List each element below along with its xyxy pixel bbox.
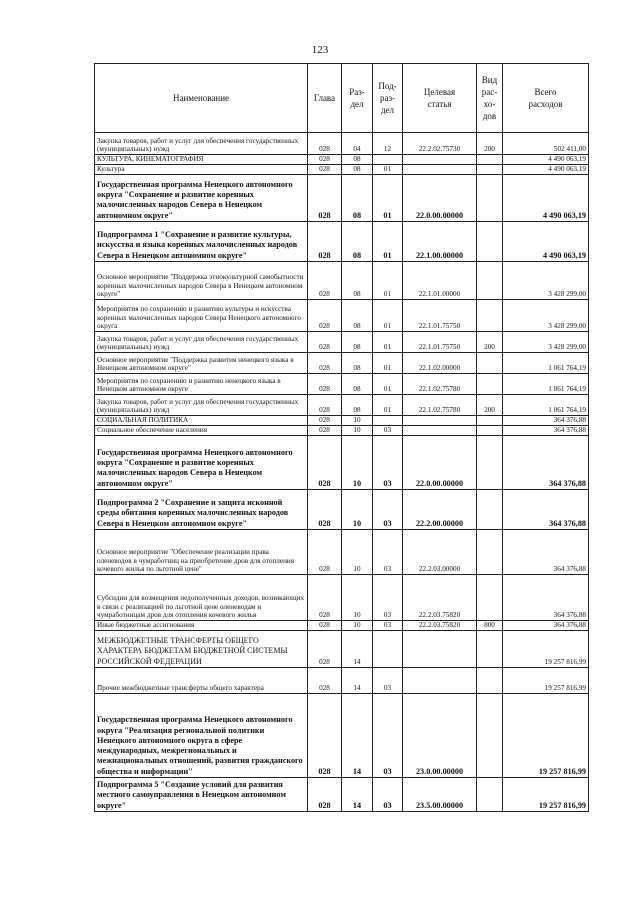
row-razdel-cell: 08 — [342, 175, 373, 222]
row-razdel-cell: 08 — [342, 222, 373, 262]
row-glava-cell: 028 — [308, 155, 342, 165]
row-name-cell: Основное мероприятие "Поддержка этнокультурной самобытности коренных малочисленных народов Севера в Ненецком автономном округе" — [95, 262, 308, 300]
row-name-cell: Мероприятия по сохранению и развитию ненецкого языка в Ненецком автономном округе — [95, 374, 308, 395]
row-name-cell: Закупка товаров, работ и услуг для обеспечения государственных (муниципальных) нужд — [95, 133, 308, 155]
row-glava-cell: 028 — [308, 395, 342, 416]
row-name-cell: Субсидии для возмещения недополученных доходов, возникающих в связи с реализацией по льготной цене оленеводам и чумработницам дров для отопления кочевого жилья — [95, 575, 308, 621]
header-name: Наименование — [95, 64, 308, 133]
row-razdel-cell: 08 — [342, 262, 373, 300]
table-row — [95, 416, 589, 426]
row-glava-cell: 028 — [308, 668, 342, 694]
row-celevaya-cell — [403, 416, 477, 426]
row-razdel-cell: 14 — [342, 631, 373, 668]
row-glava-cell: 028 — [308, 262, 342, 300]
row-razdel-cell: 10 — [342, 575, 373, 621]
row-name-cell: Социальное обеспечение населения — [95, 426, 308, 436]
row-podrazdel-cell: 01 — [373, 353, 403, 374]
row-name-cell: Иные бюджетные ассигнования — [95, 621, 308, 631]
row-name-cell: Государственная программа Ненецкого автономного округа "Реализация региональной политики Ненецкого автономного округа в сфере международных, межрегиональных и межнациональных отношений, развития гражданского общества и информации" — [95, 694, 308, 778]
table-row — [95, 426, 589, 436]
row-glava-cell: 028 — [308, 631, 342, 668]
row-celevaya-cell: 22.1.01.75750 — [403, 332, 477, 353]
row-podrazdel-cell: 03 — [373, 530, 403, 575]
row-total-cell: 364 376,88 — [503, 530, 589, 575]
budget-table — [94, 63, 589, 812]
row-razdel-cell: 10 — [342, 416, 373, 426]
row-podrazdel-cell: 01 — [373, 300, 403, 332]
row-name-cell: Подпрограмма 5 "Создание условий для развития местного самоуправления в Ненецком автономном округе" — [95, 778, 308, 812]
row-vid-cell — [477, 778, 503, 812]
row-glava-cell: 028 — [308, 175, 342, 222]
row-podrazdel-cell: 01 — [373, 374, 403, 395]
row-celevaya-cell: 22.1.00.00000 — [403, 222, 477, 262]
row-total-cell: 364 376,88 — [503, 575, 589, 621]
table-header-row — [95, 64, 589, 133]
row-total-cell: 3 428 299,00 — [503, 300, 589, 332]
row-vid-cell — [477, 175, 503, 222]
row-razdel-cell: 10 — [342, 436, 373, 490]
row-name-cell: Основное мероприятие "Обеспечение реализации права оленеводов в чумработниц на приобретение дров для отопления кочевого жилья по льготной цене" — [95, 530, 308, 575]
row-celevaya-cell: 23.5.00.00000 — [403, 778, 477, 812]
table-row — [95, 222, 589, 262]
header-total: Всего расходов — [503, 64, 589, 133]
row-podrazdel-cell: 03 — [373, 575, 403, 621]
row-vid-cell: 200 — [477, 133, 503, 155]
row-name-cell: Государственная программа Ненецкого автономного округа "Сохранение и развитие коренных малочисленных народов Севера в Ненецком автономном округе" — [95, 436, 308, 490]
table-body — [95, 133, 589, 812]
row-glava-cell: 028 — [308, 426, 342, 436]
row-celevaya-cell: 22.1.02.75780 — [403, 374, 477, 395]
header-razdel: Раз- дел — [342, 64, 373, 133]
header-glava: Глава — [308, 64, 342, 133]
row-vid-cell: 800 — [477, 621, 503, 631]
row-celevaya-cell: 22.0.00.00000 — [403, 436, 477, 490]
row-celevaya-cell: 22.1.02.75780 — [403, 395, 477, 416]
row-glava-cell: 028 — [308, 490, 342, 530]
row-celevaya-cell: 22.1.01.00000 — [403, 262, 477, 300]
row-celevaya-cell — [403, 426, 477, 436]
row-glava-cell: 028 — [308, 436, 342, 490]
row-total-cell: 364 376,88 — [503, 621, 589, 631]
row-celevaya-cell: 22.1.01.75750 — [403, 300, 477, 332]
row-name-cell: МЕЖБЮДЖЕТНЫЕ ТРАНСФЕРТЫ ОБЩЕГО ХАРАКТЕРА БЮДЖЕТАМ БЮДЖЕТНОЙ СИСТЕМЫ РОССИЙСКОЙ ФЕДЕРАЦИИ — [95, 631, 308, 668]
row-celevaya-cell — [403, 155, 477, 165]
row-razdel-cell: 10 — [342, 426, 373, 436]
row-podrazdel-cell: 03 — [373, 621, 403, 631]
row-glava-cell: 028 — [308, 300, 342, 332]
row-podrazdel-cell: 01 — [373, 175, 403, 222]
table-row — [95, 155, 589, 165]
table-row — [95, 262, 589, 300]
row-celevaya-cell: 22.1.02.00000 — [403, 353, 477, 374]
table-row — [95, 694, 589, 778]
row-vid-cell — [477, 668, 503, 694]
row-total-cell: 4 490 063,19 — [503, 222, 589, 262]
row-glava-cell: 028 — [308, 222, 342, 262]
table-row — [95, 575, 589, 621]
row-total-cell: 3 428 299,00 — [503, 262, 589, 300]
row-name-cell: Закупка товаров, работ и услуг для обеспечения государственных (муниципальных) нужд — [95, 395, 308, 416]
row-podrazdel-cell: 01 — [373, 262, 403, 300]
row-glava-cell: 028 — [308, 694, 342, 778]
table-row — [95, 374, 589, 395]
row-name-cell: СОЦИАЛЬНАЯ ПОЛИТИКА — [95, 416, 308, 426]
table-row — [95, 165, 589, 175]
row-podrazdel-cell: 03 — [373, 436, 403, 490]
row-name-cell: Культура — [95, 165, 308, 175]
row-podrazdel-cell: 03 — [373, 490, 403, 530]
row-total-cell: 4 490 063,19 — [503, 165, 589, 175]
row-total-cell: 1 061 764,19 — [503, 353, 589, 374]
row-vid-cell — [477, 155, 503, 165]
row-vid-cell — [477, 436, 503, 490]
row-vid-cell — [477, 416, 503, 426]
table-row — [95, 631, 589, 668]
row-podrazdel-cell: 03 — [373, 426, 403, 436]
row-vid-cell — [477, 353, 503, 374]
row-total-cell: 364 376,88 — [503, 426, 589, 436]
row-name-cell: Основное мероприятие "Поддержка развития ненецкого языка в Ненецком автономном округе" — [95, 353, 308, 374]
row-total-cell: 364 376,88 — [503, 490, 589, 530]
row-vid-cell: 200 — [477, 332, 503, 353]
row-razdel-cell: 10 — [342, 530, 373, 575]
row-vid-cell — [477, 374, 503, 395]
row-vid-cell — [477, 165, 503, 175]
row-razdel-cell: 04 — [342, 133, 373, 155]
row-total-cell: 1 061 764,19 — [503, 395, 589, 416]
row-glava-cell: 028 — [308, 530, 342, 575]
row-total-cell: 19 257 816,99 — [503, 631, 589, 668]
row-razdel-cell: 08 — [342, 353, 373, 374]
row-glava-cell: 028 — [308, 416, 342, 426]
header-celevaya: Целевая статья — [403, 64, 477, 133]
row-razdel-cell: 08 — [342, 155, 373, 165]
row-celevaya-cell: 22.2.02.75730 — [403, 133, 477, 155]
row-podrazdel-cell: 12 — [373, 133, 403, 155]
row-podrazdel-cell: 01 — [373, 222, 403, 262]
row-glava-cell: 028 — [308, 621, 342, 631]
table-row — [95, 395, 589, 416]
row-celevaya-cell — [403, 165, 477, 175]
row-vid-cell — [477, 575, 503, 621]
row-glava-cell: 028 — [308, 353, 342, 374]
row-podrazdel-cell: 01 — [373, 332, 403, 353]
row-razdel-cell: 08 — [342, 374, 373, 395]
row-vid-cell — [477, 530, 503, 575]
row-razdel-cell: 08 — [342, 165, 373, 175]
row-vid-cell — [477, 222, 503, 262]
row-total-cell: 364 376,88 — [503, 436, 589, 490]
row-total-cell: 3 428 299,00 — [503, 332, 589, 353]
header-vid: Вид рас- хо- дов — [477, 64, 503, 133]
row-total-cell: 502 411,00 — [503, 133, 589, 155]
row-total-cell: 4 490 063,19 — [503, 155, 589, 165]
row-total-cell: 4 490 063,19 — [503, 175, 589, 222]
row-podrazdel-cell: 01 — [373, 395, 403, 416]
table-row — [95, 668, 589, 694]
row-razdel-cell: 08 — [342, 332, 373, 353]
row-celevaya-cell: 22.0.00.00000 — [403, 175, 477, 222]
row-vid-cell — [477, 300, 503, 332]
row-vid-cell — [477, 426, 503, 436]
row-celevaya-cell: 22.2.03.00000 — [403, 530, 477, 575]
row-vid-cell — [477, 631, 503, 668]
row-podrazdel-cell: 01 — [373, 165, 403, 175]
header-podrazdel: Под- раз- дел — [373, 64, 403, 133]
row-razdel-cell: 14 — [342, 778, 373, 812]
table-row — [95, 353, 589, 374]
table-row — [95, 133, 589, 155]
row-podrazdel-cell: 03 — [373, 778, 403, 812]
row-name-cell: КУЛЬТУРА, КИНЕМАТОГРАФИЯ — [95, 155, 308, 165]
row-name-cell: Закупка товаров, работ и услуг для обеспечения государственных (муниципальных) нужд — [95, 332, 308, 353]
table-row — [95, 300, 589, 332]
table-row — [95, 332, 589, 353]
row-celevaya-cell — [403, 668, 477, 694]
table-row — [95, 490, 589, 530]
row-vid-cell — [477, 490, 503, 530]
row-name-cell: Подпрограмма 2 "Сохранение и защита исконной среды обитания коренных малочисленных народов Севера в Ненецком автономном округе" — [95, 490, 308, 530]
row-glava-cell: 028 — [308, 374, 342, 395]
row-glava-cell: 028 — [308, 575, 342, 621]
row-name-cell: Мероприятия по сохранению и развитию культуры и искусства коренных малочисленных народов Севера Ненецкого автономного округа — [95, 300, 308, 332]
row-razdel-cell: 08 — [342, 395, 373, 416]
row-celevaya-cell: 22.2.03.75820 — [403, 575, 477, 621]
row-vid-cell — [477, 262, 503, 300]
row-celevaya-cell: 23.0.00.00000 — [403, 694, 477, 778]
row-podrazdel-cell: 03 — [373, 668, 403, 694]
row-razdel-cell: 10 — [342, 490, 373, 530]
row-name-cell: Государственная программа Ненецкого автономного округа "Сохранение и развитие коренных малочисленных народов Севера в Ненецком автономном округе" — [95, 175, 308, 222]
row-glava-cell: 028 — [308, 165, 342, 175]
row-vid-cell — [477, 694, 503, 778]
table-row — [95, 175, 589, 222]
row-podrazdel-cell — [373, 416, 403, 426]
row-razdel-cell: 14 — [342, 668, 373, 694]
row-name-cell: Прочие межбюджетные трансферты общего характера — [95, 668, 308, 694]
page-number: 123 — [311, 44, 329, 56]
row-glava-cell: 028 — [308, 332, 342, 353]
row-total-cell: 364 376,88 — [503, 416, 589, 426]
row-glava-cell: 028 — [308, 778, 342, 812]
row-vid-cell: 200 — [477, 395, 503, 416]
row-total-cell: 19 257 816,99 — [503, 668, 589, 694]
row-total-cell: 1 061 764,19 — [503, 374, 589, 395]
row-podrazdel-cell: 03 — [373, 694, 403, 778]
row-podrazdel-cell — [373, 155, 403, 165]
row-total-cell: 19 257 816,99 — [503, 778, 589, 812]
row-razdel-cell: 10 — [342, 621, 373, 631]
table-row — [95, 436, 589, 490]
row-razdel-cell: 14 — [342, 694, 373, 778]
row-name-cell: Подпрограмма 1 "Сохранение и развитие культуры, искусства и языка коренных малочисленных народов Севера в Ненецком автономном округе" — [95, 222, 308, 262]
table-row — [95, 530, 589, 575]
row-celevaya-cell: 22.2.03.75820 — [403, 621, 477, 631]
row-razdel-cell: 08 — [342, 300, 373, 332]
row-celevaya-cell — [403, 631, 477, 668]
row-celevaya-cell: 22.2.00.00000 — [403, 490, 477, 530]
table-row — [95, 621, 589, 631]
row-glava-cell: 028 — [308, 133, 342, 155]
table-row — [95, 778, 589, 812]
row-podrazdel-cell — [373, 631, 403, 668]
row-total-cell: 19 257 816,99 — [503, 694, 589, 778]
